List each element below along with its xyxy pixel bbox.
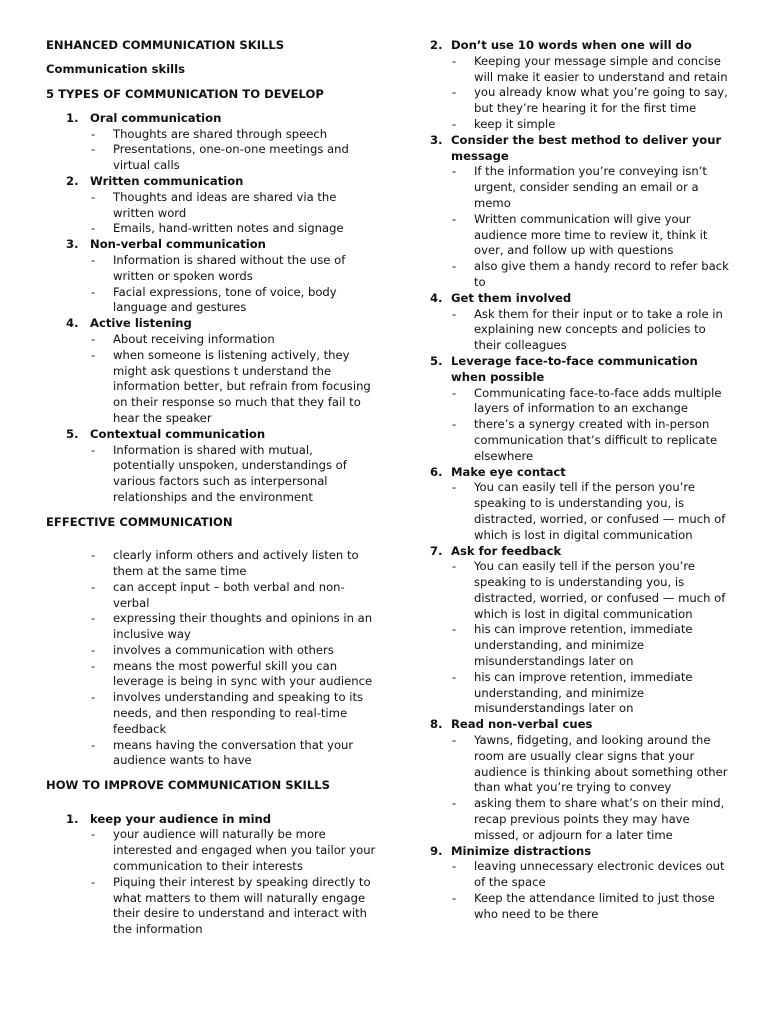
list-item [46,316,376,332]
item-number: 4. [430,290,443,305]
right-column [430,38,730,923]
dash-marker: - [91,548,96,563]
dash-marker: - [91,126,96,141]
bullet-item [46,285,376,317]
list-item [46,427,376,443]
dash-marker: - [91,737,96,752]
item-number: 8. [430,717,443,732]
dash-marker: - [452,859,457,874]
bullet-text: can accept input – both verbal and non-verbal [113,579,345,610]
bullet-item [46,190,376,222]
section-heading-effective: EFFECTIVE COMMUNICATION [46,514,233,529]
list-item [430,354,730,386]
dash-marker: - [452,733,457,748]
dash-marker: - [452,385,457,400]
bullet-item [46,659,376,691]
dash-marker: - [452,796,457,811]
bullet-item [430,259,730,291]
dash-marker: - [452,85,457,100]
bullet-text: Keep the attendance limited to just those who need to be there [474,891,715,921]
bullet-text: If the information you’re conveying isn’t urgent, consider sending an email or a memo [474,164,707,210]
dash-marker: - [452,417,457,432]
list-item [46,237,376,253]
bullet-text: Piquing their interest by speaking directly to what matters to them will naturally engage their desire to understand and interact with the information [113,874,371,937]
bullet-item [46,548,376,580]
bullet-item [430,891,730,923]
list-item [46,174,376,190]
bullet-item [430,212,730,259]
dash-marker: - [452,53,457,68]
bullet-text: keep it simple [474,116,556,131]
bullet-item [46,221,376,237]
list-item [430,38,730,54]
item-heading: Contextual communication [90,426,266,441]
dash-marker: - [91,142,96,157]
item-heading: keep your audience in mind [90,811,272,826]
dash-marker: - [91,284,96,299]
types-list [46,111,376,506]
section-heading-improve: HOW TO IMPROVE COMMUNICATION SKILLS [46,778,330,793]
list-item [430,133,730,165]
effective-list [46,548,376,769]
list-item [430,544,730,560]
bullet-text: Written communication will give your audience more time to review it, think it over, and follow up with questions [474,211,708,258]
bullet-text: Yawns, fidgeting, and looking around the room are usually clear signs that your audience is thinking about something other than what you’re trying to convey [474,733,728,795]
dash-marker: - [452,480,457,495]
item-number: 2. [66,174,79,189]
bullet-item [430,670,730,717]
bullet-text: You can easily tell if the person you’re speaking to is understanding you, is distracted, worried, or confused — much of which is lost in digital communication [474,559,726,621]
list-item [430,844,730,860]
bullet-item [430,54,730,86]
spacer [46,803,376,812]
list-item [46,111,376,127]
dash-marker: - [452,306,457,321]
bullet-text: expressing their thoughts and opinions in an inclusive way [113,611,373,642]
bullet-text: means the most powerful skill you can leverage is being in sync with your audience [113,658,373,689]
bullet-item [430,386,730,418]
bullet-text: involves a communication with others [113,642,334,657]
bullet-text: leaving unnecessary electronic devices out of the space [474,859,725,890]
document-title: ENHANCED COMMUNICATION SKILLS [46,38,285,52]
dash-marker: - [452,211,457,226]
bullet-item [46,738,376,770]
list-item [430,465,730,481]
bullet-item [430,622,730,669]
bullet-text: Information is shared with mutual, potentially unspoken, understandings of various factors such as interpersonal relationships and the environment [113,442,347,505]
item-heading: Active listening [90,316,192,331]
bullet-text: Presentations, one-on-one meetings and virtual calls [113,142,349,173]
bullet-text: Facial expressions, tone of voice, body language and gestures [113,284,337,315]
dash-marker: - [452,116,457,131]
item-number: 5. [430,353,443,368]
item-number: 9. [430,843,443,858]
bullet-item [46,580,376,612]
dash-marker: - [91,642,96,657]
item-number: 2. [430,38,443,52]
item-number: 7. [430,543,443,558]
bullet-item [46,611,376,643]
dash-marker: - [452,559,457,574]
document-subtitle: Communication skills [46,62,186,77]
bullet-text: you already know what you’re going to say, but they’re hearing it for the first time [474,85,728,116]
bullet-text: Thoughts and ideas are shared via the written word [113,189,337,220]
bullet-text: Ask them for their input or to take a role in explaining new concepts and policies to their colleagues [474,306,723,353]
bullet-text: About receiving information [113,332,275,347]
bullet-item [430,559,730,622]
spacer [46,506,376,515]
bullet-item [430,85,730,117]
bullet-text: Information is shared without the use of written or spoken words [113,253,346,283]
bullet-item [46,142,376,174]
spacer [46,769,376,778]
bullet-item [430,307,730,354]
item-number: 1. [66,811,79,826]
bullet-text: his can improve retention, immediate understanding, and minimize misunderstandings later on [474,622,693,669]
dash-marker: - [91,332,96,347]
item-number: 5. [66,426,79,441]
dash-marker: - [91,221,96,236]
dash-marker: - [91,827,96,842]
dash-marker: - [452,669,457,684]
bullet-text: there’s a synergy created with in-person communication that’s difficult to replicate elsewhere [474,417,718,463]
list-item [430,291,730,307]
dash-marker: - [91,442,96,457]
bullet-item [430,733,730,796]
bullet-text: You can easily tell if the person you’re speaking to is understanding you, is distracted, worried, or confused — much of which is lost in digital communication [474,480,726,542]
dash-marker: - [91,253,96,268]
bullet-text: Keeping your message simple and concise will make it easier to understand and retain [474,53,728,84]
item-heading: Get them involved [451,290,572,305]
dash-marker: - [91,690,96,705]
bullet-item [430,117,730,133]
bullet-text: Thoughts are shared through speech [113,126,328,141]
section-heading-types: 5 TYPES OF COMMUNICATION TO DEVELOP [46,86,324,101]
bullet-item [46,643,376,659]
dash-marker: - [91,579,96,594]
dash-marker: - [452,259,457,274]
item-number: 1. [66,110,79,125]
bullet-item [46,253,376,285]
item-heading: Make eye contact [451,464,566,479]
item-heading: Leverage face-to-face communication when possible [451,353,698,384]
spacer [46,539,376,548]
item-number: 3. [66,237,79,252]
dash-marker: - [91,611,96,626]
bullet-text: Communicating face-to-face adds multiple layers of information to an exchange [474,385,722,416]
dash-marker: - [91,658,96,673]
bullet-item [430,164,730,211]
item-heading: Minimize distractions [451,843,592,858]
bullet-text: your audience will naturally be more interested and engaged when you tailor your communication to their interests [113,827,376,873]
item-number: 6. [430,464,443,479]
bullet-text: Emails, hand-written notes and signage [113,221,344,236]
list-item [430,717,730,733]
left-column [46,38,376,938]
item-heading: Written communication [90,174,244,189]
bullet-item [430,480,730,543]
item-heading: Read non-verbal cues [451,717,593,732]
bullet-text: means having the conversation that your audience wants to have [113,737,354,768]
bullet-item [46,875,376,938]
item-heading: Oral communication [90,110,222,125]
bullet-text: asking them to share what’s on their mind, recap previous points they may have missed, or adjourn for a later time [474,796,725,842]
bullet-item [46,827,376,874]
item-number: 3. [430,132,443,147]
dash-marker: - [91,189,96,204]
dash-marker: - [91,874,96,889]
dash-marker: - [91,347,96,362]
bullet-item [46,127,376,143]
list-item [46,812,376,828]
bullet-item [430,796,730,843]
item-heading: Ask for feedback [451,543,562,558]
dash-marker: - [452,891,457,906]
bullet-text: involves understanding and speaking to its needs, and then responding to real-time feedback [113,690,364,736]
item-heading: Non-verbal communication [90,237,266,252]
dash-marker: - [452,164,457,179]
item-heading: Don’t use 10 words when one will do [451,38,692,52]
bullet-text: when someone is listening actively, they might ask questions t understand the information better, but refrain from focusing on their response so much that they fail to hear the speaker [113,347,371,426]
bullet-item [430,417,730,464]
bullet-item [46,348,376,427]
improve-list-start [46,812,376,938]
bullet-text: clearly inform others and actively listen to them at the same time [113,548,359,578]
bullet-text: his can improve retention, immediate understanding, and minimize misunderstandings later on [474,669,693,716]
item-heading: Consider the best method to deliver your message [451,132,722,163]
item-number: 4. [66,316,79,331]
bullet-item [46,332,376,348]
bullet-item [430,859,730,891]
bullet-item [46,443,376,506]
dash-marker: - [452,622,457,637]
bullet-text: also give them a handy record to refer back to [474,259,729,289]
bullet-item [46,690,376,737]
